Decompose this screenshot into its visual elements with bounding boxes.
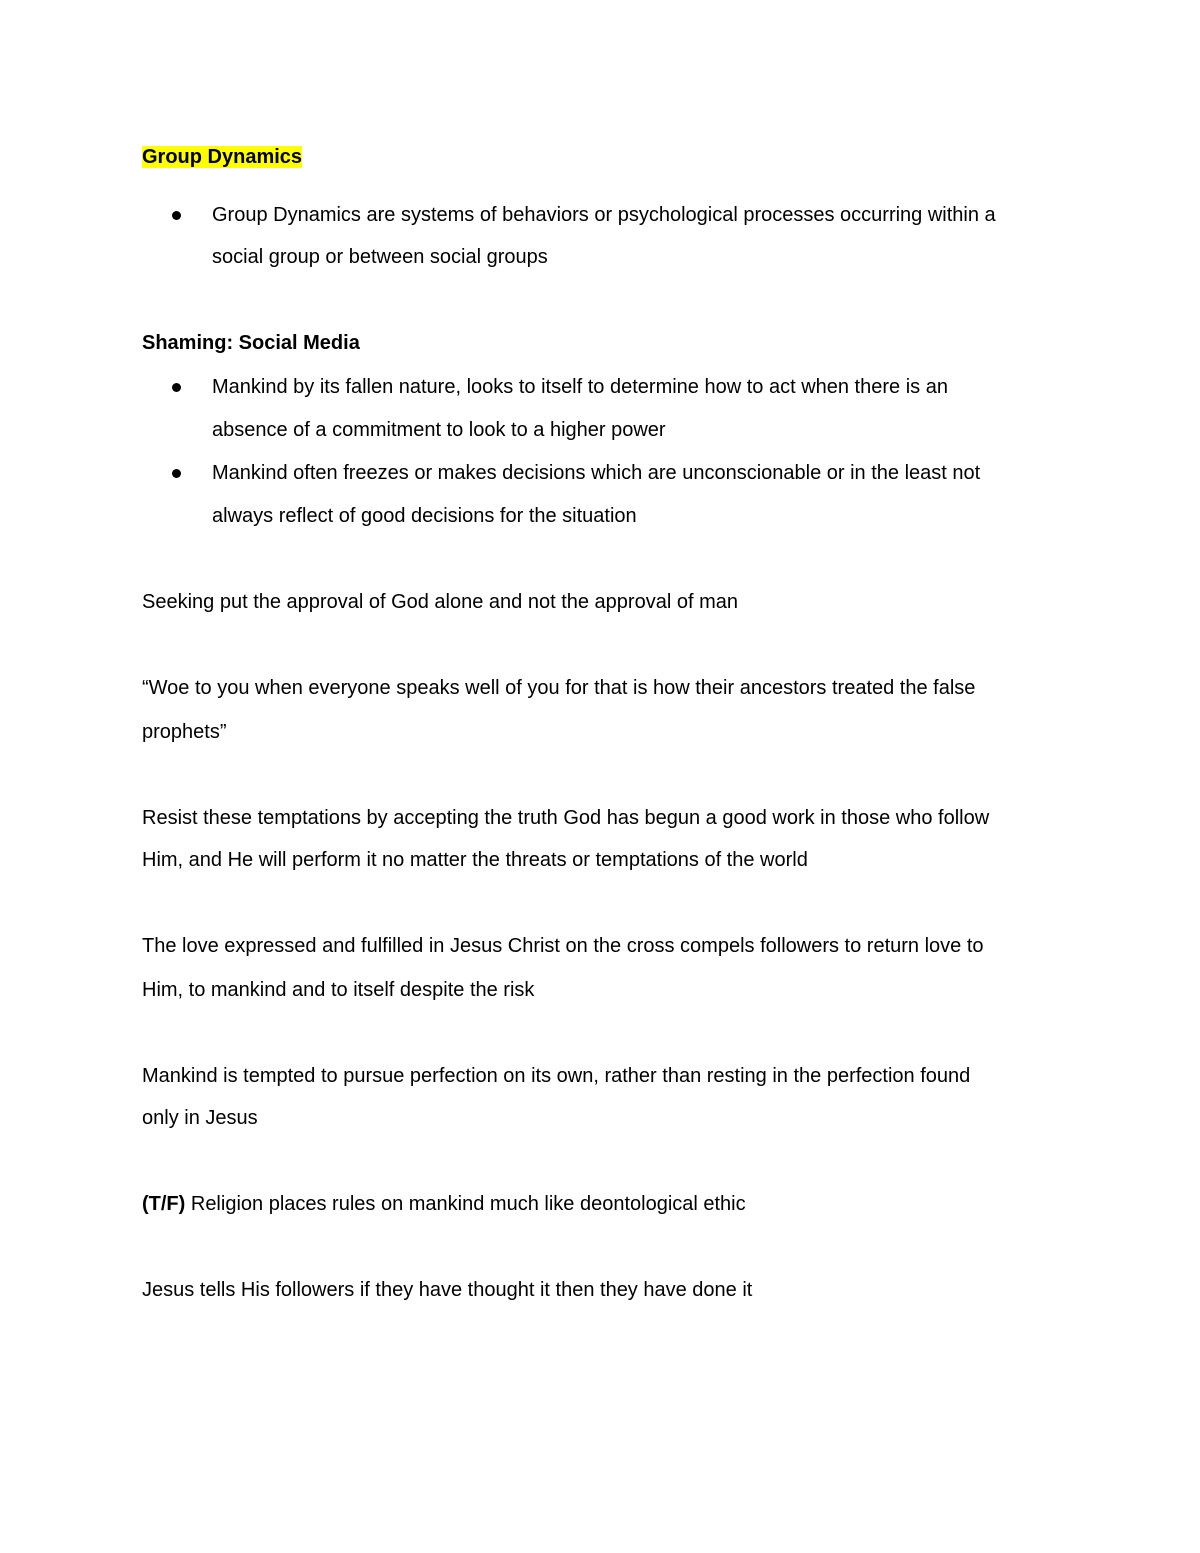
- paragraph-true-false: [142, 1192, 746, 1216]
- bullet-icon: [172, 383, 181, 392]
- shaming-bullet-2-line-1: Mankind often freezes or makes decisions which are unconscionable or in the least not: [212, 462, 981, 484]
- heading-group-dynamics: [142, 145, 302, 169]
- group-dynamics-bullet-line-2: social group or between social groups: [212, 246, 548, 268]
- paragraph-woe-line-2: prophets”: [142, 721, 227, 743]
- heading-shaming-social-media: Shaming: Social Media: [142, 332, 360, 354]
- shaming-bullet-1-line-1: Mankind by its fallen nature, looks to itself to determine how to act when there is an: [212, 376, 948, 398]
- shaming-bullet-1-line-2: absence of a commitment to look to a higher power: [212, 419, 666, 441]
- paragraph-jesus-tells: Jesus tells His followers if they have thought it then they have done it: [142, 1279, 753, 1301]
- group-dynamics-bullet-line-1: Group Dynamics are systems of behaviors or psychological processes occurring within a: [212, 204, 996, 226]
- paragraph-love-line-1: The love expressed and fulfilled in Jesus Christ on the cross compels followers to return love to: [142, 935, 984, 957]
- highlighted-heading-text: Group Dynamics: [142, 146, 303, 168]
- paragraph-perfection-line-1: Mankind is tempted to pursue perfection on its own, rather than resting in the perfection found: [142, 1065, 971, 1087]
- bullet-icon: [172, 469, 181, 478]
- paragraph-perfection-line-2: only in Jesus: [142, 1107, 258, 1129]
- paragraph-seeking-approval: Seeking put the approval of God alone and not the approval of man: [142, 591, 738, 613]
- paragraph-woe-line-1: “Woe to you when everyone speaks well of you for that is how their ancestors treated the false: [142, 677, 976, 699]
- paragraph-resist-line-2: Him, and He will perform it no matter the threats or temptations of the world: [142, 849, 808, 871]
- true-false-label: (T/F): [142, 1193, 186, 1215]
- true-false-statement: Religion places rules on mankind much like deontological ethic: [185, 1193, 746, 1215]
- shaming-bullet-2-line-2: always reflect of good decisions for the situation: [212, 505, 637, 527]
- paragraph-love-line-2: Him, to mankind and to itself despite the risk: [142, 979, 535, 1001]
- bullet-icon: [172, 211, 181, 220]
- paragraph-resist-line-1: Resist these temptations by accepting the truth God has begun a good work in those who follow: [142, 807, 990, 829]
